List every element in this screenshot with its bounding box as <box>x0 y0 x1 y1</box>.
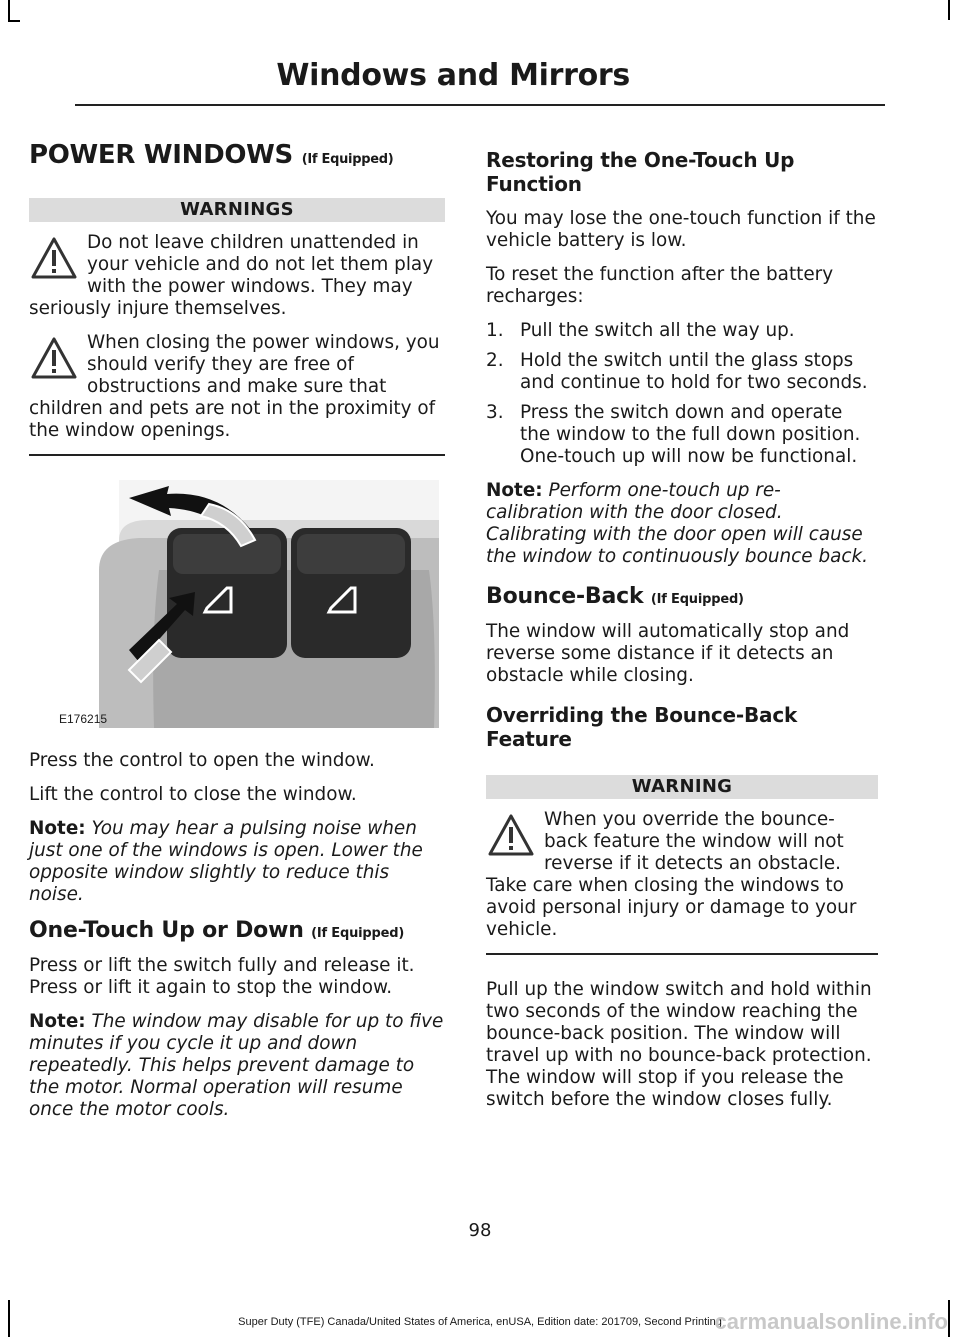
crop-mark <box>948 0 950 20</box>
step-text: Hold the switch until the glass stops and continue to hold for two seconds. <box>520 350 868 393</box>
subsection-title-text: One-Touch Up or Down <box>29 918 304 943</box>
warning-text: When closing the power windows, you should verify they are free of obstructions and make sure that children and pets are not in the proximity of the window openings. <box>29 332 440 441</box>
warning-triangle-icon <box>31 236 77 282</box>
paragraph-close: Lift the control to close the window. <box>29 784 357 805</box>
watermark: carmanualsonline.info <box>714 1309 948 1334</box>
warning-text: Do not leave children unattended in your vehicle and do not let them play with the power windows. They may seriously injure themselves. <box>29 232 434 319</box>
if-equipped-label: (If Equipped) <box>301 152 394 167</box>
crop-mark <box>8 0 10 20</box>
title-divider <box>75 104 885 106</box>
subsection-title: Overriding the Bounce-Back Feature <box>486 703 798 751</box>
note-label: Note: <box>29 818 86 839</box>
right-column <box>486 140 878 1123</box>
note <box>486 480 878 568</box>
window-switch-graphic <box>59 480 439 728</box>
footer-text: Super Duty (TFE) Canada/United States of America, enUSA, Edition date: 201709, Second Printing <box>238 1316 722 1328</box>
steps-list <box>486 320 878 468</box>
crop-mark <box>8 20 20 22</box>
subsection-title <box>486 584 878 609</box>
step-number: 2. <box>486 350 504 371</box>
note <box>29 818 445 906</box>
if-equipped-label: (If Equipped) <box>311 926 405 941</box>
warning-item <box>486 809 878 941</box>
warning-item <box>29 232 445 320</box>
warning-heading: WARNING <box>486 775 878 799</box>
page-number: 98 <box>468 1220 492 1241</box>
paragraph-open: Press the control to open the window. <box>29 750 375 771</box>
figure-code: E176215 <box>59 712 108 726</box>
warnings-heading: WARNINGS <box>29 198 445 222</box>
warning-text: When you override the bounce-back feature the window will not reverse if it detects an obstacle. Take care when closing the windows to avoid personal injury or damage to your vehicle. <box>486 809 857 940</box>
list-item <box>486 350 878 394</box>
paragraph: Pull up the window switch and hold within two seconds of the window reaching the bounce-back position. The window will travel up with no bounce-back protection. The window will stop if you release the switch before the window closes fully. <box>486 979 872 1110</box>
note <box>29 1011 445 1121</box>
warnings-divider <box>29 454 445 456</box>
left-column <box>29 140 445 1133</box>
subsection-title-text: Bounce-Back <box>486 584 644 609</box>
step-number: 3. <box>486 402 504 423</box>
warning-divider <box>486 953 878 955</box>
note-label: Note: <box>29 1011 86 1032</box>
section-title-text: POWER WINDOWS <box>29 140 293 170</box>
subsection-title: Restoring the One-Touch Up Function <box>486 148 795 196</box>
if-equipped-label: (If Equipped) <box>650 592 744 607</box>
warning-triangle-icon <box>488 813 534 859</box>
paragraph: To reset the function after the battery recharges: <box>486 264 834 307</box>
step-text: Pull the switch all the way up. <box>520 320 795 341</box>
step-text: Press the switch down and operate the window to the full down position. One-touch up will now be functional. <box>520 402 861 467</box>
section-title <box>29 140 445 170</box>
warning-item <box>29 332 445 442</box>
paragraph: You may lose the one-touch function if the vehicle battery is low. <box>486 208 876 251</box>
page-title: Windows and Mirrors <box>276 58 630 93</box>
subsection-title <box>29 918 445 943</box>
window-switch-illustration <box>59 480 439 728</box>
note-text: Perform one-touch up re-calibration with the door closed. Calibrating with the door open will cause the window to continuously bounce back. <box>486 480 868 567</box>
step-number: 1. <box>486 320 504 341</box>
note-label: Note: <box>486 480 543 501</box>
list-item <box>486 320 878 342</box>
note-text: You may hear a pulsing noise when just one of the windows is open. Lower the opposite window slightly to reduce this noise. <box>29 818 423 905</box>
warning-triangle-icon <box>31 336 77 382</box>
note-text: The window may disable for up to five minutes if you cycle it up and down repeatedly. This helps prevent damage to the motor. Normal operation will resume once the motor cools. <box>29 1011 444 1120</box>
paragraph: The window will automatically stop and reverse some distance if it detects an obstacle while closing. <box>486 621 850 686</box>
paragraph-onetouch: Press or lift the switch fully and release it. Press or lift it again to stop the window. <box>29 955 415 998</box>
list-item <box>486 402 878 468</box>
